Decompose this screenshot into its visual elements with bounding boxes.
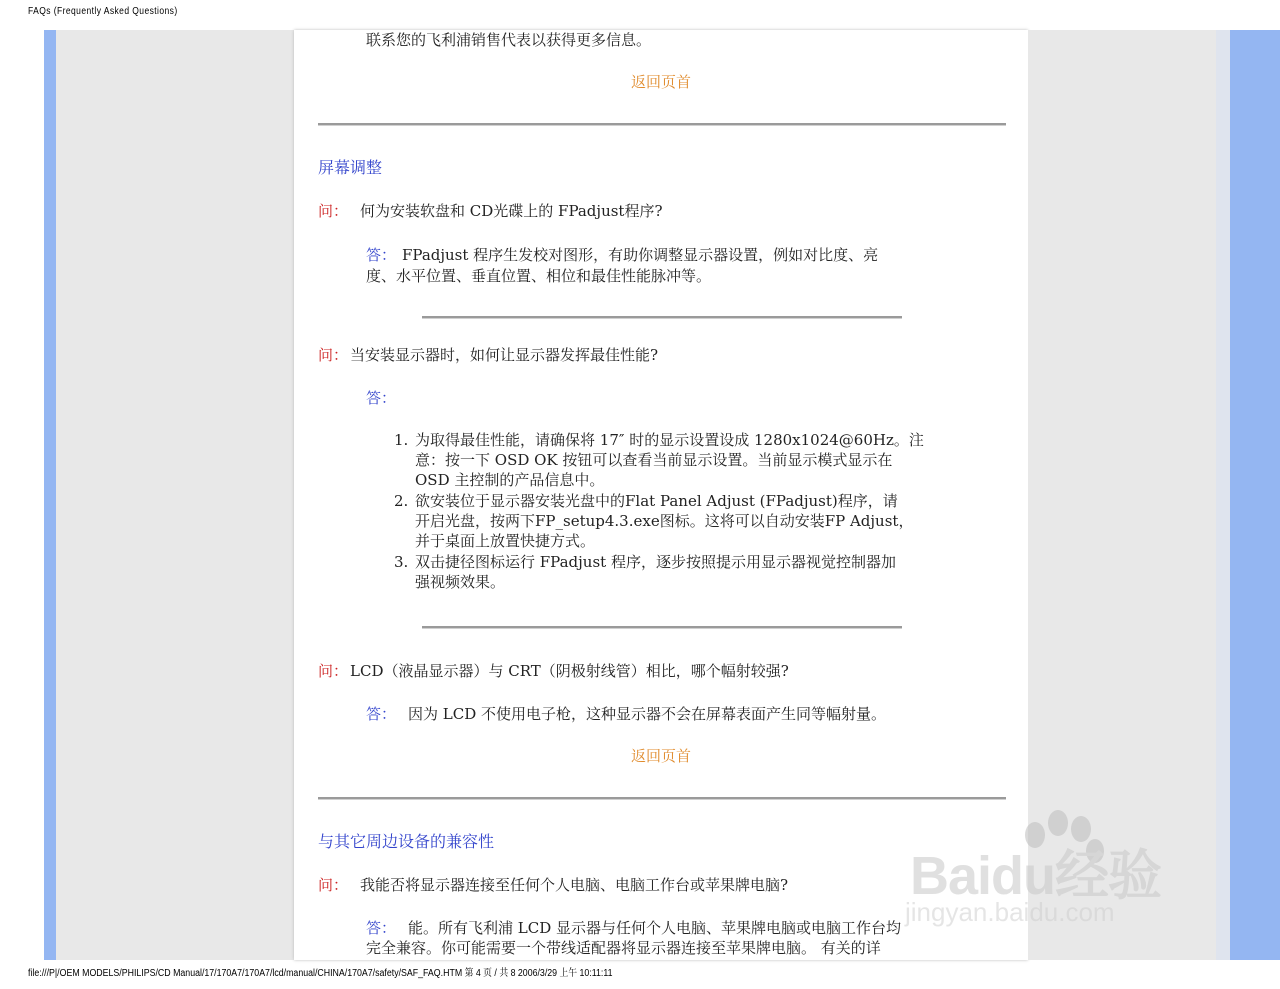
qa-divider [422,626,902,629]
page-header-title: FAQs (Frequently Asked Questions) [28,6,178,17]
left-blue-border [44,30,56,960]
list-item-line: 欲安装位于显示器安装光盘中的Flat Panel Adjust (FPadjust)程序，请 [415,492,898,510]
question-label: 问： [318,346,349,364]
watermark-url: jingyan.baidu.com [905,897,1115,927]
left-gray-margin [56,30,294,960]
answer-label: 答： [366,389,397,407]
question-label: 问： [318,876,349,894]
answer-text-line: 能。所有飞利浦 LCD 显示器与任何个人电脑、苹果牌电脑或电脑工作台均 [408,919,902,937]
back-to-top-link[interactable]: 返回页首 [631,73,692,91]
baidu-jingyan-watermark [905,805,1205,935]
list-item-line: 意：按一下 OSD OK 按钮可以查看当前显示设置。当前显示模式显示在 [415,451,893,469]
contact-line: 联系您的飞利浦销售代表以获得更多信息。 [366,31,652,49]
answer-label: 答： [366,246,397,264]
list-item-line: 并于桌面上放置快捷方式。 [415,532,596,550]
back-to-top-link[interactable]: 返回页首 [631,747,692,765]
list-item-line: OSD 主控制的产品信息中。 [415,471,605,489]
question-text: 何为安装软盘和 CD光碟上的 FPadjust程序? [360,202,663,220]
section-divider [318,797,1006,800]
answer-text-line: 因为 LCD 不使用电子枪，这种显示器不会在屏幕表面产生同等幅射量。 [408,705,887,723]
list-item-number: 1. [394,431,409,449]
section-title-screen-adjust: 屏幕调整 [318,158,383,177]
question-text: 我能否将显示器连接至任何个人电脑、电脑工作台或苹果牌电脑? [360,876,789,894]
question-text: LCD（液晶显示器）与 CRT（阴极射线管）相比，哪个幅射较强? [350,662,789,680]
page-footer-path: file:///P|/OEM MODELS/PHILIPS/CD Manual/17/170A7/170A7/lcd/manual/CHINA/170A7/safety/SAF_FAQ.HTM 第 4 页 / 共 8 2006/3/29 上午 10:11:11 [28,968,613,979]
question-label: 问： [318,202,349,220]
list-item [394,491,964,551]
answer-label: 答： [366,919,397,937]
section-title-compatibility: 与其它周边设备的兼容性 [318,832,495,851]
list-item-line: 开启光盘，按两下FP_setup4.3.exe图标。这将可以自动安装FP Adjust， [415,512,914,530]
list-item-number: 3. [394,553,409,571]
list-item [394,430,964,490]
list-item-line: 为取得最佳性能，请确保将 17″ 时的显示设置设成 1280x1024@60Hz。注 [415,431,924,449]
answer-text-line: 度、水平位置、垂直位置、相位和最佳性能脉冲等。 [366,267,712,285]
question-text: 当安装显示器时，如何让显示器发挥最佳性能? [350,346,659,364]
question-label: 问： [318,662,349,680]
list-item-line: 强视频效果。 [415,573,506,591]
list-item [394,552,964,592]
answer-label: 答： [366,705,397,723]
list-item-number: 2. [394,492,409,510]
list-item-line: 双击捷径图标运行 FPadjust 程序，逐步按照提示用显示器视觉控制器加 [415,553,896,571]
watermark-brand: Baidu经验 [910,846,1162,906]
setup-steps-list [394,430,964,593]
answer-text-line: 完全兼容。你可能需要一个带线适配器将显示器连接至苹果牌电脑。 有关的详 [366,939,881,957]
qa-divider [422,316,902,319]
right-blue-border [1230,30,1280,960]
section-divider [318,123,1006,126]
answer-text-line: FPadjust 程序生发校对图形，有助你调整显示器设置，例如对比度、亮 [402,246,879,264]
right-light-strip [1216,30,1230,960]
